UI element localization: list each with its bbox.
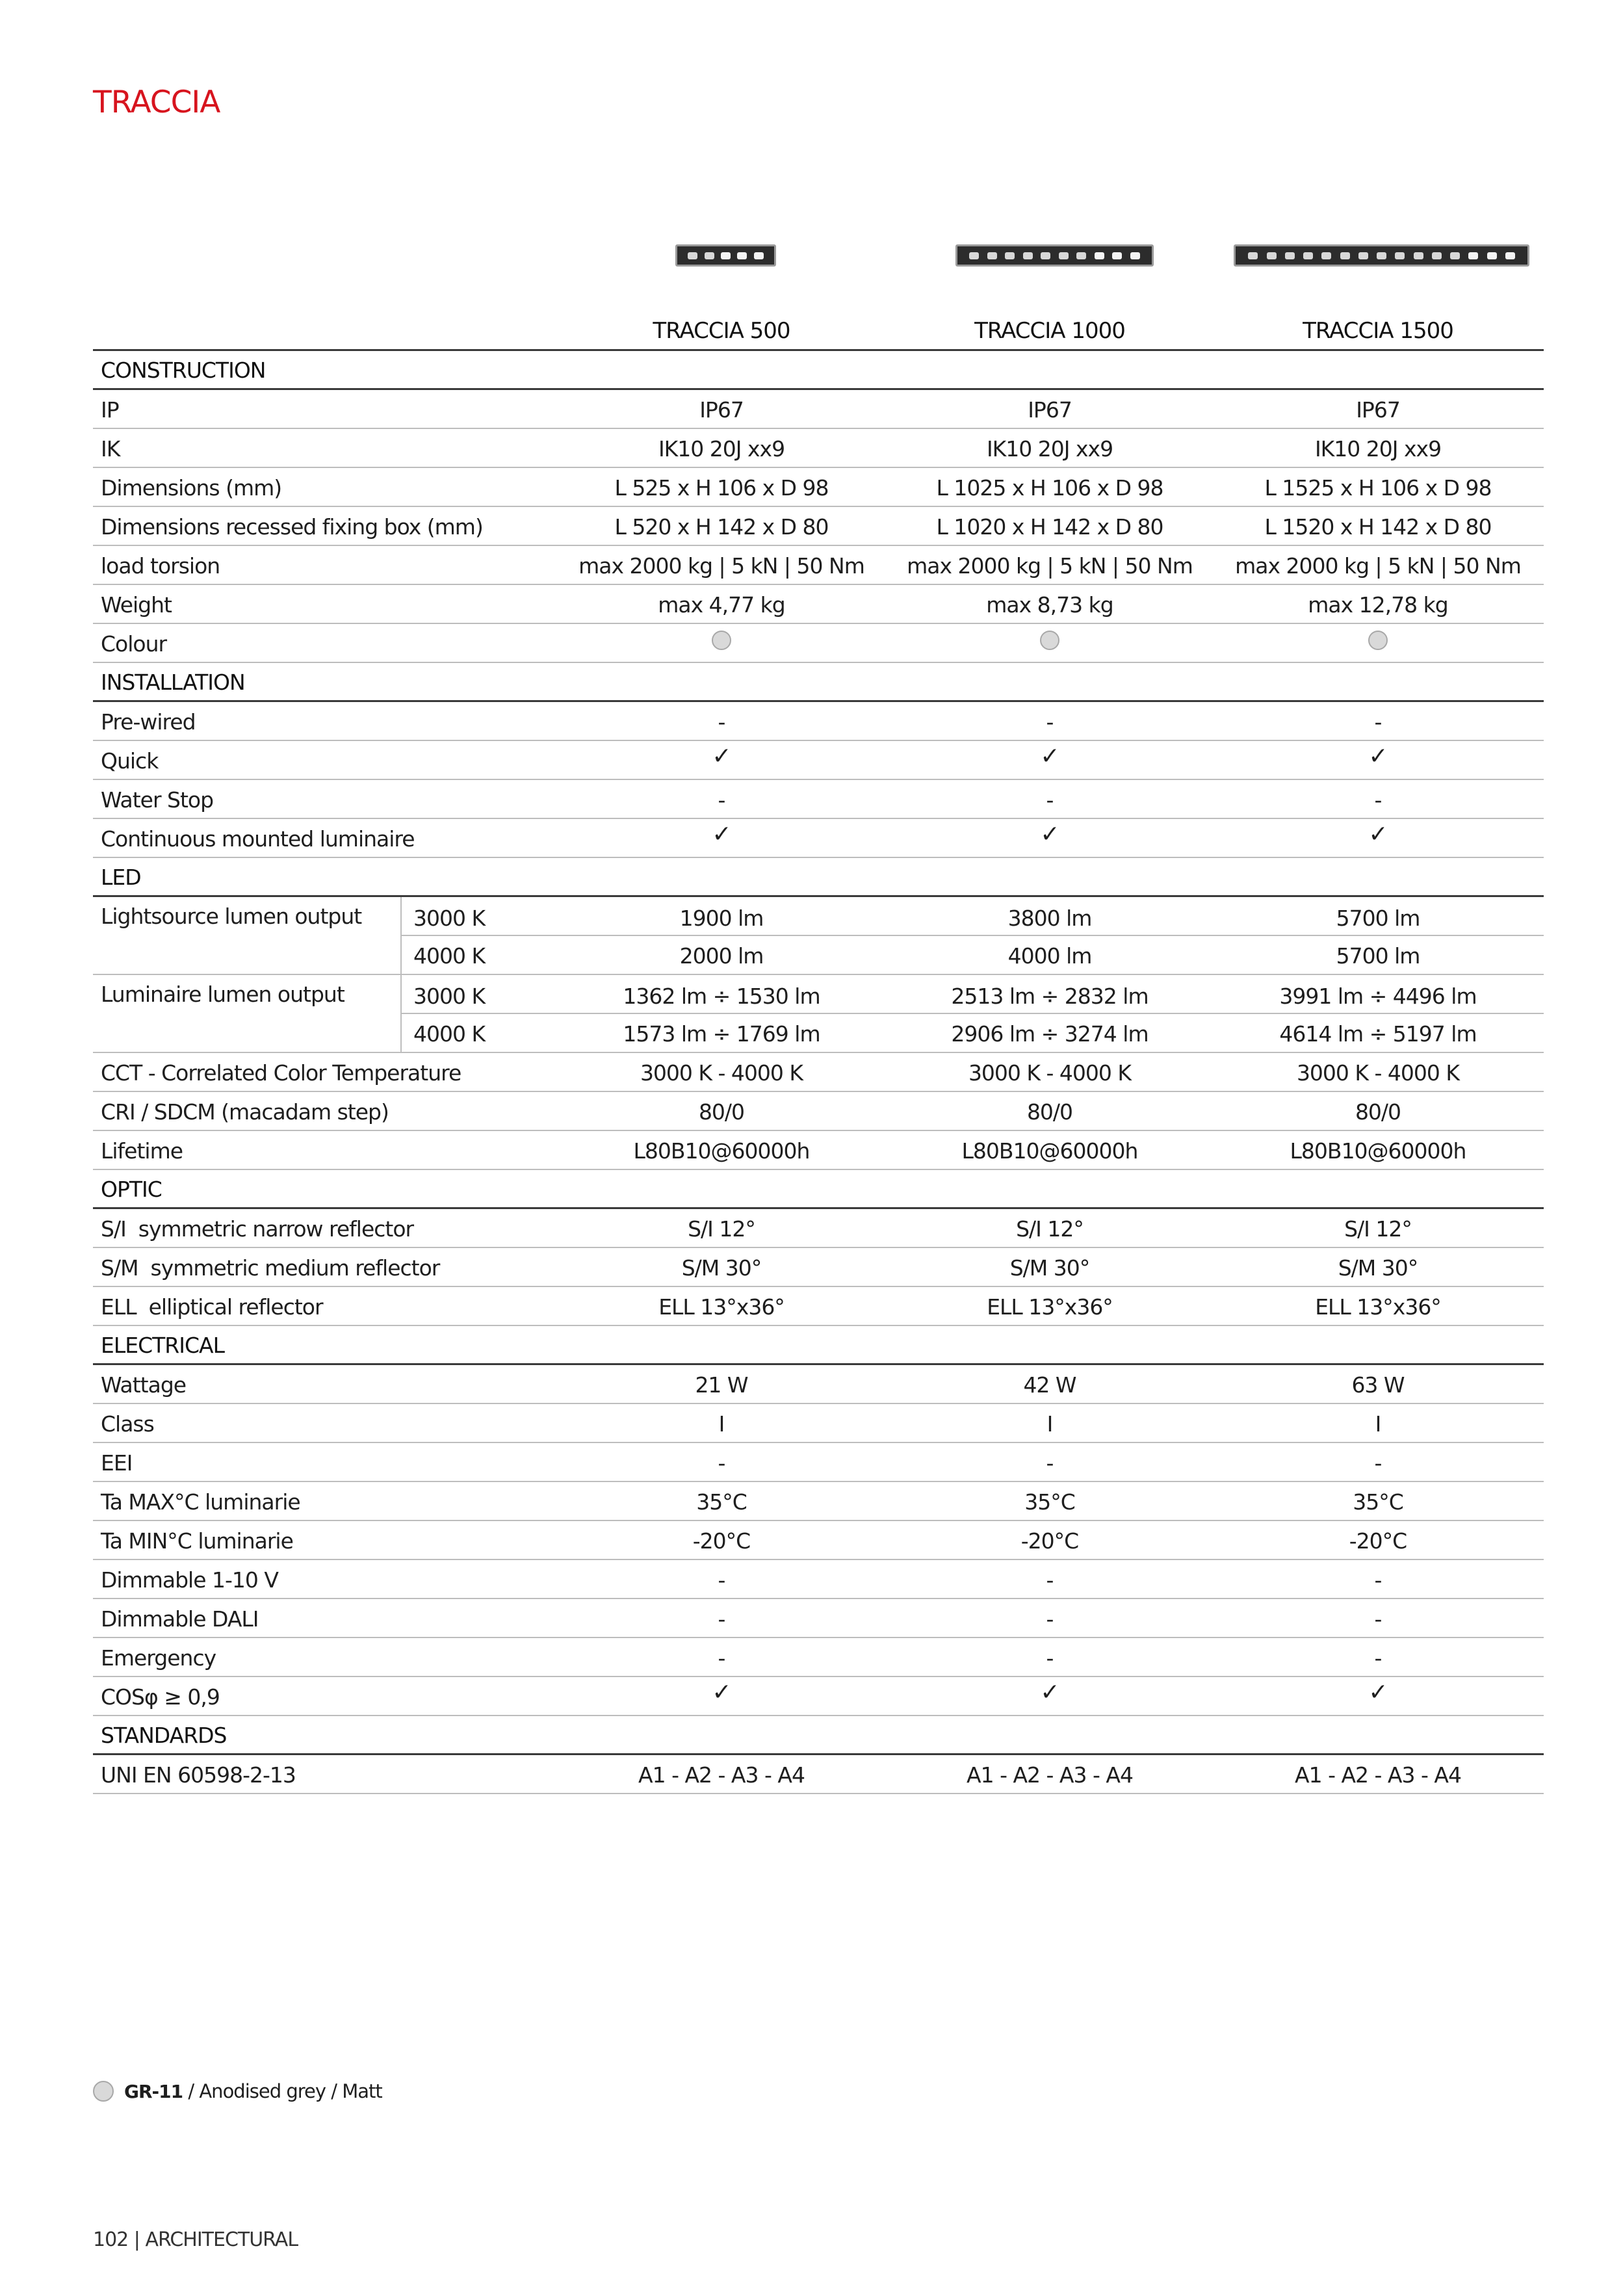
led-module-icon	[1095, 252, 1104, 259]
value-cell: L80B10@60000h	[633, 1138, 810, 1164]
led-module-icon	[1130, 252, 1140, 259]
led-module-icon	[1468, 252, 1478, 259]
led-module-icon	[987, 252, 997, 259]
value-cell: L 525 x H 106 x D 98	[614, 475, 829, 501]
value-cell: I	[718, 1411, 725, 1437]
value-cell: -	[1374, 1645, 1382, 1671]
led-module-icon	[754, 252, 764, 259]
group-label: Luminaire lumen output	[101, 982, 344, 1007]
row-label: IP	[101, 397, 119, 423]
value-cell: I	[1046, 1411, 1053, 1437]
value-cell: 35°C	[696, 1489, 747, 1515]
value-cell: 4614 lm ÷ 5197 lm	[1279, 1021, 1477, 1047]
value-cell: -	[718, 1645, 725, 1671]
grouped-spec-block	[93, 975, 1544, 1053]
value-cell: -	[1374, 1567, 1382, 1593]
legend-code: GR-11	[124, 2080, 183, 2102]
value-cell	[894, 821, 1206, 852]
value-cell: max 2000 kg | 5 kN | 50 Nm	[578, 553, 864, 579]
value-cell: 2000 lm	[679, 943, 764, 969]
legend-text: / Anodised grey / Matt	[183, 2080, 382, 2102]
value-cell: -20°C	[1020, 1528, 1079, 1554]
value-cell: A1 - A2 - A3 - A4	[1295, 1762, 1461, 1788]
product-column-header: TRACCIA 1000	[974, 318, 1125, 344]
led-module-icon	[1414, 252, 1423, 259]
row-label: COSφ ≥ 0,9	[101, 1684, 220, 1710]
product-image-traccia-500	[675, 244, 776, 267]
checkmark-icon: ✓	[1368, 743, 1388, 770]
section-title: INSTALLATION	[101, 670, 245, 695]
value-cell: 1573 lm ÷ 1769 lm	[623, 1021, 820, 1047]
row-label: Dimensions (mm)	[101, 475, 282, 501]
value-cell: S/M 30°	[1009, 1255, 1090, 1281]
value-cell: I	[1375, 1411, 1381, 1437]
value-cell: 2906 lm ÷ 3274 lm	[951, 1021, 1149, 1047]
row-label: CRI / SDCM (macadam step)	[101, 1099, 389, 1125]
value-cell: 80/0	[698, 1099, 745, 1125]
value-cell: IK10 20J xx9	[986, 436, 1113, 462]
row-label: Dimensions recessed fixing box (mm)	[101, 514, 483, 540]
value-cell: IP67	[1028, 397, 1072, 423]
value-cell: 80/0	[1026, 1099, 1073, 1125]
led-module-icon	[1248, 252, 1258, 259]
row-label: Ta MIN°C luminarie	[101, 1528, 293, 1554]
value-cell: -20°C	[692, 1528, 751, 1554]
section-header-row	[93, 1170, 1544, 1209]
row-label: IK	[101, 436, 120, 462]
led-module-icon	[705, 252, 714, 259]
row-label: S/I symmetric narrow reflector	[101, 1216, 414, 1242]
value-cell: A1 - A2 - A3 - A4	[967, 1762, 1133, 1788]
row-label: Weight	[101, 592, 172, 618]
value-cell: max 2000 kg | 5 kN | 50 Nm	[1235, 553, 1521, 579]
value-cell: L 1025 x H 106 x D 98	[936, 475, 1163, 501]
value-cell	[1222, 631, 1534, 657]
value-cell: 3000 K - 4000 K	[640, 1060, 803, 1086]
led-module-icon	[1059, 252, 1069, 259]
value-cell: S/I 12°	[1016, 1216, 1084, 1242]
row-label: S/M symmetric medium reflector	[101, 1255, 440, 1281]
table-row	[93, 1482, 1544, 1521]
value-cell: 21 W	[695, 1372, 748, 1398]
value-cell	[1222, 1679, 1534, 1710]
row-label: Continuous mounted luminaire	[101, 826, 415, 852]
value-cell: -	[1374, 1606, 1382, 1632]
value-cell: 3800 lm	[1007, 906, 1092, 931]
grey-colour-dot-icon	[1040, 631, 1059, 650]
cct-sublabel: 3000 K	[413, 906, 486, 931]
value-cell: L80B10@60000h	[961, 1138, 1138, 1164]
column-divider	[400, 975, 402, 1053]
row-label: Water Stop	[101, 787, 214, 813]
value-cell	[565, 821, 877, 852]
value-cell: -	[1046, 1606, 1054, 1632]
section-title: CONSTRUCTION	[101, 358, 266, 383]
product-column-header: TRACCIA 1500	[1303, 318, 1453, 344]
value-cell: -20°C	[1349, 1528, 1407, 1554]
row-label: Lifetime	[101, 1138, 183, 1164]
value-cell: -	[1046, 787, 1054, 813]
product-image-traccia-1000	[955, 244, 1154, 267]
value-cell	[565, 743, 877, 774]
row-label: Pre-wired	[101, 709, 196, 735]
table-row	[93, 1599, 1544, 1638]
value-cell: -	[1374, 787, 1382, 813]
checkmark-icon: ✓	[1368, 1679, 1388, 1706]
value-cell: -	[1374, 1450, 1382, 1476]
table-row	[93, 1443, 1544, 1482]
value-cell: max 12,78 kg	[1308, 592, 1448, 618]
table-row	[93, 507, 1544, 546]
value-cell: -	[718, 1606, 725, 1632]
value-cell: 2513 lm ÷ 2832 lm	[951, 984, 1149, 1009]
page-footer: 102 | ARCHITECTURAL	[93, 2228, 298, 2251]
led-module-icon	[1395, 252, 1405, 259]
value-cell: L 520 x H 142 x D 80	[614, 514, 829, 540]
value-cell	[1222, 743, 1534, 774]
value-cell: -	[718, 787, 725, 813]
value-cell: -	[718, 1450, 725, 1476]
table-row	[93, 429, 1544, 468]
product-column-header: TRACCIA 500	[653, 318, 790, 344]
row-label: Dimmable DALI	[101, 1606, 259, 1632]
group-label: Lightsource lumen output	[101, 904, 362, 929]
table-header-row	[93, 316, 1544, 351]
section-title: STANDARDS	[101, 1723, 227, 1748]
value-cell: L 1525 x H 106 x D 98	[1264, 475, 1492, 501]
page-title: TRACCIA	[93, 85, 220, 120]
led-module-icon	[1112, 252, 1122, 259]
table-row	[93, 1053, 1544, 1092]
value-cell: 35°C	[1353, 1489, 1403, 1515]
value-cell	[565, 631, 877, 657]
value-cell: max 2000 kg | 5 kN | 50 Nm	[907, 553, 1193, 579]
value-cell: -	[718, 709, 725, 735]
led-module-icon	[1321, 252, 1331, 259]
section-header-row	[93, 1326, 1544, 1365]
led-module-icon	[1432, 252, 1442, 259]
section-header-row	[93, 351, 1544, 390]
table-row	[93, 546, 1544, 585]
checkmark-icon: ✓	[712, 1679, 731, 1706]
led-module-icon	[969, 252, 979, 259]
led-module-icon	[1285, 252, 1295, 259]
value-cell: 3000 K - 4000 K	[1296, 1060, 1460, 1086]
led-module-icon	[1023, 252, 1033, 259]
section-title: ELECTRICAL	[101, 1333, 224, 1358]
grey-colour-dot-icon	[1368, 631, 1388, 650]
value-cell: 1362 lm ÷ 1530 lm	[623, 984, 820, 1009]
value-cell: 1900 lm	[679, 906, 764, 931]
value-cell: 80/0	[1355, 1099, 1401, 1125]
table-row	[93, 1521, 1544, 1560]
value-cell	[565, 1679, 877, 1710]
value-cell: 42 W	[1023, 1372, 1076, 1398]
table-row	[93, 1755, 1544, 1794]
value-cell: max 4,77 kg	[658, 592, 785, 618]
row-label: Wattage	[101, 1372, 187, 1398]
led-module-icon	[721, 252, 731, 259]
table-row	[93, 1131, 1544, 1170]
table-row	[93, 1209, 1544, 1248]
led-module-icon	[1487, 252, 1497, 259]
table-row	[93, 741, 1544, 780]
led-module-icon	[1267, 252, 1277, 259]
section-header-row	[93, 858, 1544, 897]
value-cell: 4000 lm	[1007, 943, 1092, 969]
value-cell: 5700 lm	[1336, 906, 1420, 931]
value-cell	[894, 743, 1206, 774]
value-cell: 3991 lm ÷ 4496 lm	[1279, 984, 1477, 1009]
table-row	[93, 1014, 1544, 1053]
led-module-icon	[1041, 252, 1050, 259]
section-header-row	[93, 1716, 1544, 1755]
value-cell: IK10 20J xx9	[658, 436, 785, 462]
checkmark-icon: ✓	[1368, 821, 1388, 848]
table-row	[93, 1248, 1544, 1287]
row-label: Class	[101, 1411, 154, 1437]
value-cell: -	[718, 1567, 725, 1593]
grey-colour-dot-icon	[712, 631, 731, 650]
value-cell: L80B10@60000h	[1290, 1138, 1466, 1164]
section-title: LED	[101, 865, 141, 890]
table-row	[93, 702, 1544, 741]
value-cell: 3000 K - 4000 K	[968, 1060, 1132, 1086]
value-cell: S/I 12°	[688, 1216, 755, 1242]
table-row	[93, 1677, 1544, 1716]
row-label: Colour	[101, 631, 167, 657]
column-divider	[400, 897, 402, 975]
led-module-icon	[1450, 252, 1460, 259]
value-cell: IP67	[1356, 397, 1400, 423]
table-row	[93, 1638, 1544, 1677]
value-cell: L 1020 x H 142 x D 80	[936, 514, 1163, 540]
value-cell	[894, 1679, 1206, 1710]
table-row	[93, 390, 1544, 429]
row-label: Quick	[101, 748, 159, 774]
row-label: ELL elliptical reflector	[101, 1294, 323, 1320]
table-row	[93, 936, 1544, 975]
section-header-row	[93, 663, 1544, 702]
table-row	[93, 1092, 1544, 1131]
cct-sublabel: 4000 K	[413, 1021, 486, 1047]
checkmark-icon: ✓	[712, 821, 731, 848]
grouped-spec-block	[93, 897, 1544, 975]
table-row	[93, 819, 1544, 858]
table-row	[93, 585, 1544, 624]
cct-sublabel: 3000 K	[413, 984, 486, 1009]
value-cell: -	[1374, 709, 1382, 735]
led-module-icon	[737, 252, 747, 259]
value-cell: -	[1046, 1567, 1054, 1593]
checkmark-icon: ✓	[712, 743, 731, 770]
value-cell: IK10 20J xx9	[1314, 436, 1442, 462]
row-label: EEI	[101, 1450, 133, 1476]
value-cell: A1 - A2 - A3 - A4	[638, 1762, 805, 1788]
cct-sublabel: 4000 K	[413, 943, 486, 969]
section-title: OPTIC	[101, 1177, 162, 1202]
row-label: load torsion	[101, 553, 220, 579]
led-module-icon	[688, 252, 697, 259]
value-cell: S/M 30°	[1338, 1255, 1418, 1281]
row-label: CCT - Correlated Color Temperature	[101, 1060, 461, 1086]
value-cell: -	[1046, 709, 1054, 735]
led-module-icon	[1358, 252, 1368, 259]
table-row	[93, 1365, 1544, 1404]
value-cell	[1222, 821, 1534, 852]
led-module-icon	[1377, 252, 1386, 259]
table-row	[93, 1287, 1544, 1326]
value-cell: 63 W	[1351, 1372, 1405, 1398]
table-row	[93, 1404, 1544, 1443]
value-cell: 5700 lm	[1336, 943, 1420, 969]
colour-legend	[93, 2080, 382, 2102]
value-cell: S/M 30°	[681, 1255, 762, 1281]
value-cell: -	[1046, 1645, 1054, 1671]
table-row	[93, 468, 1544, 507]
row-label: Dimmable 1-10 V	[101, 1567, 278, 1593]
value-cell: -	[1046, 1450, 1054, 1476]
checkmark-icon: ✓	[1040, 821, 1059, 848]
product-image-traccia-1500	[1234, 244, 1529, 267]
grey-swatch-icon	[93, 2081, 114, 2102]
row-label: UNI EN 60598-2-13	[101, 1762, 296, 1788]
value-cell: ELL 13°x36°	[658, 1294, 785, 1320]
led-module-icon	[1340, 252, 1350, 259]
value-cell: S/I 12°	[1344, 1216, 1412, 1242]
value-cell: L 1520 x H 142 x D 80	[1264, 514, 1492, 540]
table-row	[93, 780, 1544, 819]
led-module-icon	[1505, 252, 1515, 259]
checkmark-icon: ✓	[1040, 743, 1059, 770]
row-label: Emergency	[101, 1645, 216, 1671]
table-row	[93, 1560, 1544, 1599]
value-cell: 35°C	[1024, 1489, 1075, 1515]
led-module-icon	[1005, 252, 1015, 259]
value-cell: IP67	[699, 397, 744, 423]
led-module-icon	[1303, 252, 1313, 259]
spec-table	[93, 316, 1544, 1794]
value-cell: ELL 13°x36°	[1315, 1294, 1441, 1320]
checkmark-icon: ✓	[1040, 1679, 1059, 1706]
value-cell: ELL 13°x36°	[987, 1294, 1113, 1320]
led-module-icon	[1076, 252, 1086, 259]
value-cell: max 8,73 kg	[986, 592, 1113, 618]
row-label: Ta MAX°C luminarie	[101, 1489, 300, 1515]
value-cell	[894, 631, 1206, 657]
table-row	[93, 624, 1544, 663]
